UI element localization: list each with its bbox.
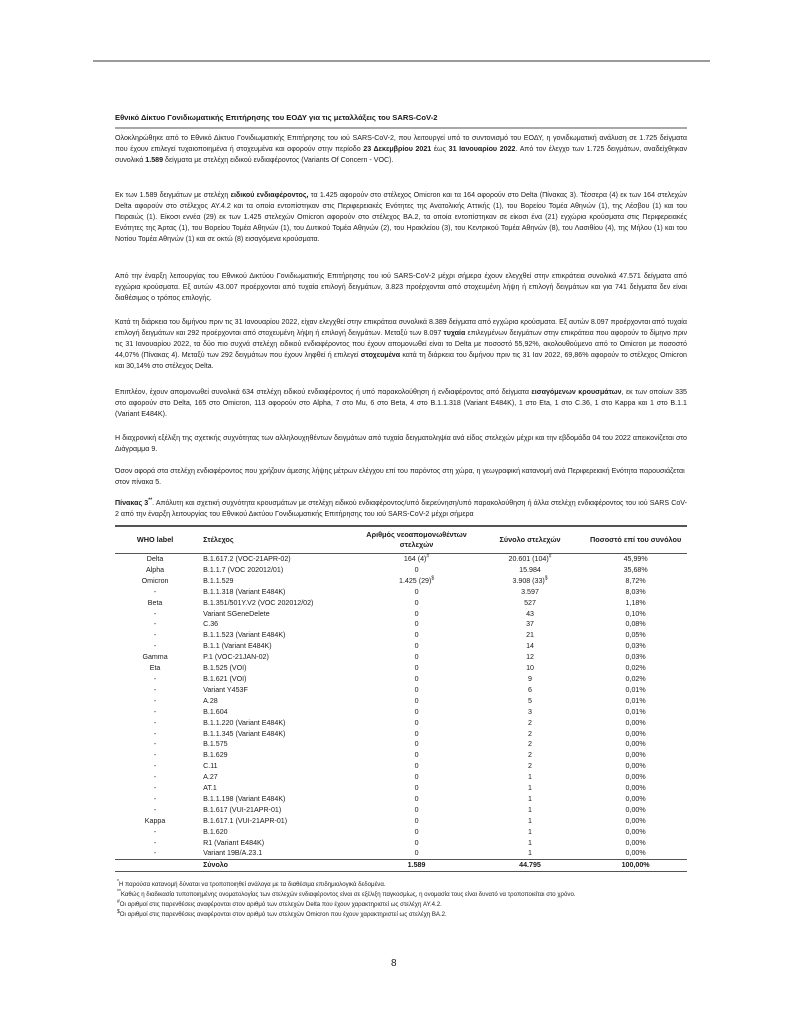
footnote-marker: $ — [431, 575, 435, 582]
percentage-cell: 0,00% — [625, 849, 646, 858]
table-row — [115, 652, 687, 663]
paragraph-4: Κατά τη διάρκεια του διμήνου πριν τις 31 Ιανουαρίου 2022, είχαν ελεγχθεί στην επικράτεια συνολικά 8.389 δείγματα από εγχώρια κρούσματα. Εξ αυτών 8.097 προέρχονται από τυχαία επιλογή δειγμάτων και 292 προέρχονται από στοχευμένη λήψη ή επιλογή δειγμάτων. Μεταξύ των 8.097 τυχαία επιλεγμένων δειγμάτων στην επικράτεια που αφορούν το δίμηνο πριν τις 31 Ιανουαρίου 2022, τα δύο πιο συχνά στελέχη ειδικού ενδιαφέροντος που έχουν απομονωθεί είναι το Delta με ποσοστό 55,92%, ακολουθούμενο από το Omicron με ποσοστό 44,07% (Πίνακας 4). Μεταξύ των 292 δειγμάτων που έχουν ληφθεί ή επιλεγεί στοχευμένα κατά τη διάρκεια του διμήνου πριν τις 31 Ιαν 2022, 69,86% αφορούν το στέλεχος Omicron και 30,14% στο στέλεχος Delta. — [115, 318, 687, 370]
percentage-cell: 35,68% — [623, 565, 648, 574]
new-isolates-cell: 0 — [414, 838, 419, 847]
new-isolates-cell: 0 — [414, 762, 419, 771]
strain-cell: B.1.1.318 (Variant E484K) — [203, 587, 286, 596]
strain-cell: B.1.1.198 (Variant E484K) — [203, 794, 286, 803]
strain-cell: B.1.620 — [203, 827, 228, 836]
paragraph-6: Η διαχρονική εξέλιξη της σχετικής συχνότητας των αλληλουχηθέντων δειγμάτων από τυχαία δειγματοληψία ανά είδος στελεχών μέχρι και την εβδομάδα 04 του 2022 απεικονίζεται στο Διάγραμμα 9. — [115, 434, 687, 453]
total-strains-cell: 10 — [526, 664, 534, 673]
strain-cell: B.1.1 (Variant E484K) — [203, 642, 272, 651]
strain-cell: C.11 — [203, 762, 218, 771]
strain-cell: R1 (Variant E484K) — [203, 838, 265, 847]
percentage-cell: 45,99% — [623, 555, 648, 563]
table-row — [115, 609, 687, 620]
percentage-cell: 0,03% — [625, 642, 646, 651]
page-number: 8 — [391, 958, 397, 969]
who-label-cell: Beta — [147, 598, 163, 607]
who-label-cell: - — [153, 794, 157, 803]
who-label-cell: - — [153, 784, 157, 793]
who-label-cell: - — [153, 587, 157, 596]
strain-cell: B.1.617.1 (VUI-21APR-01) — [203, 816, 288, 825]
table-row — [115, 663, 687, 674]
table-row — [115, 816, 687, 827]
total-row — [115, 860, 687, 872]
total-strains-cell: 21 — [526, 631, 534, 640]
total-strains-cell: 3 — [528, 707, 532, 716]
paragraph-2: Εκ των 1.589 δειγμάτων με στελέχη ειδικού ενδιαφέροντος, τα 1.425 αφορούν στο στέλεχος Omicron και τα 164 αφορούν στο Delta (Πίνακας 3). Τέσσερα (4) εκ των 164 στελεχών Delta αφορούν στο στέλεχος AY.4.2 και τα οποία εντοπίστηκαν στις Περιφερειακές Ενότητες της Ανατολικής Αττικής (1), του Βορείου Τομέα Αθηνών (1), της Λέσβου (1) και του Πειραιώς (1). Είκοσι εννέα (29) εκ των 1.425 στελεχών Omicron αφορούν στο στέλεχος BA.2, τα οποία εντοπίστηκαν σε είκοσι ένα (21) εγχώρια κρούσματα στις Περιφερειακές Ενότητες της Άρτας (1), του Βορείου Τομέα Αθηνών (1), του Δυτικού Τομέα Αθηνών (2), του Ηρακλείου (3), του Κεντρικού Τομέα Αθηνών (8), του Λασιθίου (4), της Μήλου (1) και του Νοτίου Τομέα Αθηνών (1) και σε οκτώ (8) εισαγόμενα κρούσματα. — [115, 191, 687, 243]
who-label-cell: - — [153, 805, 157, 814]
total-strains-cell: 2 — [528, 729, 532, 738]
strain-cell: B.1.1.529 — [203, 576, 234, 585]
total-strains-cell: 12 — [526, 653, 534, 662]
strain-cell: Variant SGeneDelete — [203, 609, 270, 618]
table-header-row — [115, 526, 687, 554]
new-isolates-cell: 0 — [414, 631, 419, 640]
strain-cell: B.1.1.523 (Variant E484K) — [203, 631, 286, 640]
new-isolates-cell: 0 — [414, 729, 419, 738]
header-new-isolates: Αριθμός νεοαπομονωθέντων στελεχών — [366, 530, 467, 549]
who-label-cell: - — [153, 838, 157, 847]
total-strains-cell: 1 — [528, 794, 532, 803]
total-strains-cell: 1 — [528, 784, 532, 793]
new-isolates-cell: 164 (4)# — [403, 553, 430, 563]
footnote: #Οι αριθμοί στις παρενθέσεις αναφέρονται στον αριθμό των στελεχών Delta που έχουν χαρακτηριστεί ως στελέχη AY.4.2. — [117, 898, 442, 908]
header-strain: Στέλεχος — [203, 535, 234, 544]
percentage-cell: 0,00% — [625, 751, 646, 760]
strain-cell: C.36 — [203, 620, 219, 629]
total-strains-cell: 2 — [528, 740, 532, 749]
percentage-cell: 8,03% — [625, 587, 646, 596]
total-strains-cell: 3.597 — [521, 587, 539, 596]
strain-cell: B.1.629 — [203, 751, 228, 760]
who-label-cell: - — [153, 707, 157, 716]
table-row — [115, 761, 687, 772]
header-percentage: Ποσοστό επί του συνόλου — [590, 535, 682, 544]
total-strains-cell: 3.908 (33)$ — [512, 575, 548, 585]
percentage-cell: 0,00% — [625, 805, 646, 814]
strain-cell: Variant 19B/A.23.1 — [203, 849, 263, 858]
percentage-cell: 8,72% — [625, 576, 646, 585]
table-caption: Πίνακας 3**. Απόλυτη και σχετική συχνότητα κρουσμάτων με στελέχη ειδικού ενδιαφέροντος/υπό διερεύνηση/υπό παρακολούθηση ή άλλα στελέχη ενδιαφέροντος του ιού SARS CoV-2 από την έναρξη λειτουργίας του Εθνικού Δικτύου Γονιδιωματικής Επιτήρησης του ιού SARS-CoV-2 μέχρι σήμερα — [115, 497, 687, 518]
strain-cell: B.1.1.345 (Variant E484K) — [203, 729, 286, 738]
who-label-cell: - — [153, 674, 157, 683]
table-row — [115, 641, 687, 652]
who-label-cell: Kappa — [144, 816, 166, 825]
new-isolates-cell: 0 — [414, 740, 419, 749]
new-isolates-cell: 0 — [414, 664, 419, 673]
section-title: Εθνικό Δίκτυο Γονιδιωματικής Επιτήρησης του ΕΟΔΥ για τις μεταλλάξεις του SARS-CoV-2 — [115, 113, 687, 129]
table-row — [115, 598, 687, 609]
paragraph-3: Από την έναρξη λειτουργίας του Εθνικού Δικτύου Γονιδιωματικής Επιτήρησης του ιού SARS-CoV-2 μέχρι σήμερα έχουν ελεγχθεί στην επικράτεια συνολικά 47.571 δείγματα από εγχώρια κρούσματα. Εξ αυτών 43.007 προέρχονται από τυχαία επιλογή δειγμάτων, 3.823 προέρχονται από στοχευμένη λήψη ή επιλογή δειγμάτων και για 741 δείγματα δεν είναι διαθέσιμος ο τρόπος επιλογής. — [115, 272, 687, 302]
table-row — [115, 772, 687, 783]
strain-cell: AT.1 — [203, 784, 217, 793]
total-total: 44.795 — [519, 861, 541, 870]
total-strains-cell: 43 — [526, 609, 534, 618]
variants-table — [115, 525, 687, 872]
new-isolates-cell: 0 — [414, 685, 419, 694]
percentage-cell: 0,00% — [625, 762, 646, 771]
strain-cell: Variant Y453F — [203, 685, 248, 694]
percentage-cell: 0,00% — [625, 827, 646, 836]
table-row — [115, 587, 687, 598]
strain-cell: B.1.525 (VOI) — [203, 664, 247, 673]
header-total-strains: Σύνολο στελεχών — [499, 535, 561, 544]
footnote: $Οι αριθμοί στις παρενθέσεις αναφέρονται στον αριθμό των στελεχών Omicron που έχουν χαρακτηριστεί ως στελέχη BA.2. — [117, 908, 447, 918]
total-strains-cell: 5 — [528, 696, 532, 705]
total-strains-cell: 9 — [528, 674, 532, 683]
total-strains-cell: 37 — [526, 620, 534, 629]
strain-cell: B.1.604 — [203, 707, 228, 716]
total-strains-cell: 14 — [526, 642, 534, 651]
percentage-cell: 0,00% — [625, 794, 646, 803]
total-label: Σύνολο — [203, 861, 228, 870]
strain-cell: B.1.621 (VOI) — [203, 674, 247, 683]
new-isolates-cell: 0 — [414, 620, 419, 629]
new-isolates-cell: 0 — [414, 674, 419, 683]
new-isolates-cell: 0 — [414, 773, 419, 782]
strain-cell: A.28 — [203, 696, 218, 705]
new-isolates-cell: 0 — [414, 784, 419, 793]
new-isolates-cell: 0 — [414, 794, 419, 803]
new-isolates-cell: 0 — [414, 816, 419, 825]
who-label-cell: Alpha — [145, 565, 165, 574]
strain-cell: B.1.1.220 (Variant E484K) — [203, 718, 286, 727]
new-isolates-cell: 0 — [414, 565, 419, 574]
strain-cell: B.1.575 — [203, 740, 228, 749]
percentage-cell: 0,01% — [625, 685, 646, 694]
who-label-cell: Omicron — [141, 576, 169, 585]
total-strains-cell: 1 — [528, 773, 532, 782]
total-pct: 100,00% — [621, 861, 650, 870]
who-label-cell: - — [153, 642, 157, 651]
percentage-cell: 0,00% — [625, 784, 646, 793]
who-label-cell: - — [153, 740, 157, 749]
table-row — [115, 685, 687, 696]
header-who-label: WHO label — [136, 535, 174, 544]
footnote-marker: # — [426, 553, 430, 560]
new-isolates-cell: 0 — [414, 849, 419, 858]
total-strains-cell: 1 — [528, 816, 532, 825]
strain-cell: A.27 — [203, 773, 218, 782]
percentage-cell: 1,18% — [625, 598, 646, 607]
percentage-cell: 0,01% — [625, 696, 646, 705]
table-row — [115, 750, 687, 761]
total-strains-cell: 1 — [528, 838, 532, 847]
who-label-cell: - — [153, 762, 157, 771]
strain-cell: B.1.617.2 (VOC-21APR-02) — [203, 555, 291, 563]
table-body — [115, 554, 687, 860]
footnote-marker: # — [548, 553, 552, 560]
table-row — [115, 794, 687, 805]
new-isolates-cell: 0 — [414, 696, 419, 705]
new-isolates-cell: 1.425 (29)$ — [399, 575, 435, 585]
strain-cell: P.1 (VOC-21JAN-02) — [203, 653, 269, 662]
footnote: **Καθώς η διαδικασία τυποποιημένης ονοματολογίας των στελεχών ενδιαφέροντος είναι σε εξέλιξη παγκοσμίως, η ονομασία τους είναι δυνατό να τροποποιείται στο χρόνο. — [117, 888, 576, 898]
who-label-cell: - — [153, 827, 157, 836]
who-label-cell: - — [153, 609, 157, 618]
new-isolates-cell: 0 — [414, 827, 419, 836]
who-label-cell: - — [153, 696, 157, 705]
strain-cell: B.1.351/501Y.V2 (VOC 202012/02) — [203, 598, 314, 607]
table-row — [115, 805, 687, 816]
header-rule — [93, 60, 710, 62]
table-row — [115, 739, 687, 750]
percentage-cell: 0,02% — [625, 674, 646, 683]
who-label-cell: Eta — [149, 664, 161, 673]
new-isolates-cell: 0 — [414, 642, 419, 651]
new-isolates-cell: 0 — [414, 707, 419, 716]
total-strains-cell: 15.984 — [519, 565, 541, 574]
who-label-cell: Gamma — [142, 653, 168, 662]
total-strains-cell: 6 — [528, 685, 532, 694]
table-row — [115, 783, 687, 794]
table-row — [115, 565, 687, 576]
total-new: 1.589 — [407, 861, 426, 870]
new-isolates-cell: 0 — [414, 609, 419, 618]
new-isolates-cell: 0 — [414, 598, 419, 607]
total-strains-cell: 2 — [528, 762, 532, 771]
table-row — [115, 674, 687, 685]
table-row — [115, 838, 687, 849]
percentage-cell: 0,02% — [625, 664, 646, 673]
footnotes — [117, 880, 687, 920]
who-label-cell: - — [153, 773, 157, 782]
new-isolates-cell: 0 — [414, 718, 419, 727]
percentage-cell: 0,00% — [625, 729, 646, 738]
total-strains-cell: 2 — [528, 718, 532, 727]
percentage-cell: 0,10% — [625, 609, 646, 618]
percentage-cell: 0,03% — [625, 653, 646, 662]
paragraph-1: Ολοκληρώθηκε από το Εθνικό Δίκτυο Γονιδιωματικής Επιτήρησης του ιού SARS-CoV-2, που λειτουργεί υπό το συντονισμό του ΕΟΔΥ, η γονιδιωματική ανάλυση σε 1.725 δείγματα που έχουν επιλεγεί τυχαιοποιημένα ή στοχευμένα και αφορούν στην περίοδο 23 Δεκεμβρίου 2021 έως 31 Ιανουαρίου 2022. Από τον έλεγχο των 1.725 δειγμάτων, αναδείχθηκαν συνολικά 1.589 δείγματα με στελέχη ειδικού ενδιαφέροντος (Variants Of Concern - VOC). — [115, 134, 687, 164]
who-label-cell: - — [153, 729, 157, 738]
who-label-cell: - — [153, 751, 157, 760]
footnote: *Η παρούσα κατανομή δύναται να τροποποιηθεί ανάλογα με τα διαθέσιμα επιδημιολογικά δεδομένα. — [117, 878, 386, 888]
table-row — [115, 576, 687, 587]
strain-cell: B.1.617 (VUI-21APR-01) — [203, 805, 282, 814]
table-row — [115, 630, 687, 641]
who-label-cell: - — [153, 631, 157, 640]
table-row — [115, 619, 687, 630]
percentage-cell: 0,00% — [625, 838, 646, 847]
percentage-cell: 0,01% — [625, 707, 646, 716]
total-strains-cell: 527 — [524, 598, 536, 607]
percentage-cell: 0,05% — [625, 631, 646, 640]
total-strains-cell: 1 — [528, 827, 532, 836]
percentage-cell: 0,00% — [625, 740, 646, 749]
strain-cell: B.1.1.7 (VOC 202012/01) — [203, 565, 284, 574]
percentage-cell: 0,00% — [625, 718, 646, 727]
paragraph-5: Επιπλέον, έχουν απομονωθεί συνολικά 634 στελέχη ειδικού ενδιαφέροντος ή υπό παρακολούθηση ή ενδιαφέροντος από δείγματα εισαγόμενων κρουσμάτων, εκ των οποίων 335 στο αφορούν στο Delta, 165 στο Omicron, 113 αφορούν στο Alpha, 7 στο Mu, 6 στο Beta, 4 στο B.1.1.318 (Variant E484K), 1 στο Eta, 1 στο C.36, 1 στο Kappa και 1 στο B.1.1 (Variant E484K). — [115, 388, 687, 418]
total-strains-cell: 20.601 (104)# — [508, 553, 552, 563]
percentage-cell: 0,08% — [625, 620, 646, 629]
total-strains-cell: 1 — [528, 805, 532, 814]
paragraph-7: Όσον αφορά στα στελέχη ενδιαφέροντος που χρήζουν άμεσης λήψης μέτρων ελέγχου επί του παρόντος στη χώρα, η γεωγραφική κατανομή ανά Περιφερειακή Ενότητα παρουσιάζεται στον πίνακα 5. — [115, 467, 685, 486]
new-isolates-cell: 0 — [414, 587, 419, 596]
who-label-cell: - — [153, 620, 157, 629]
total-strains-cell: 2 — [528, 751, 532, 760]
table-row — [115, 554, 687, 565]
who-label-cell: - — [153, 849, 157, 858]
total-strains-cell: 1 — [528, 849, 532, 858]
new-isolates-cell: 0 — [414, 653, 419, 662]
percentage-cell: 0,00% — [625, 773, 646, 782]
who-label-cell: - — [153, 718, 157, 727]
who-label-cell: - — [153, 685, 157, 694]
table-row — [115, 848, 687, 859]
who-label-cell: Delta — [146, 555, 164, 563]
footnote-marker: $ — [544, 575, 548, 582]
table-row — [115, 718, 687, 729]
new-isolates-cell: 0 — [414, 751, 419, 760]
new-isolates-cell: 0 — [414, 805, 419, 814]
table-row — [115, 707, 687, 718]
table-row — [115, 729, 687, 740]
table-row — [115, 696, 687, 707]
table-row — [115, 827, 687, 838]
percentage-cell: 0,00% — [625, 816, 646, 825]
